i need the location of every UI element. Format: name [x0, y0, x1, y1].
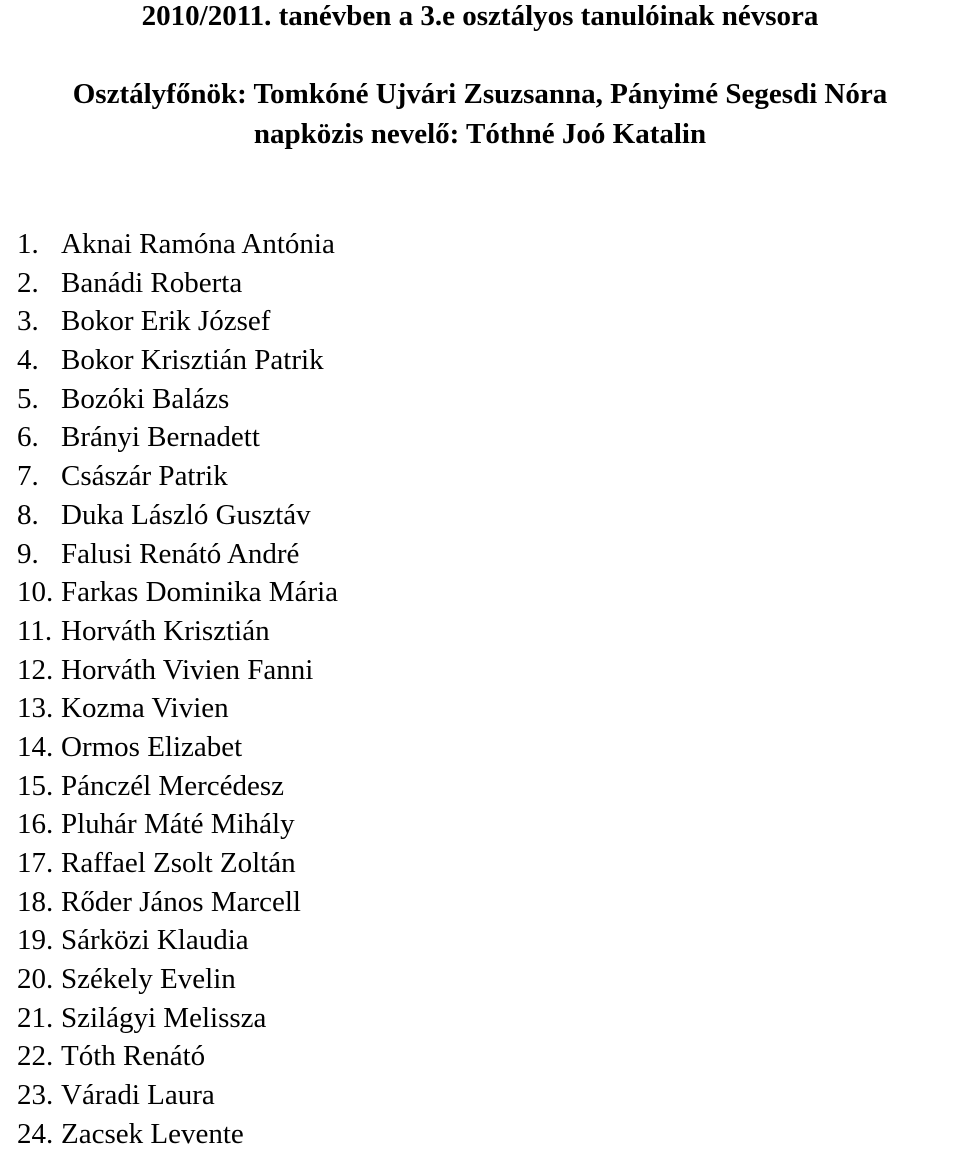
student-name: Sárközi Klaudia [61, 924, 249, 957]
page-title: 2010/2011. tanévben a 3.e osztályos tanulóinak névsora [141, 0, 819, 32]
teacher-info [0, 74, 960, 154]
list-item-number: 18. [17, 885, 54, 918]
student-name: Ormos Elizabet [61, 730, 243, 763]
list-item-number: 21. [17, 1001, 54, 1034]
list-item-number: 15. [17, 769, 54, 802]
student-name: Banádi Roberta [61, 266, 243, 299]
student-name: Aknai Ramóna Antónia [61, 228, 335, 260]
list-item-number: 17. [17, 847, 54, 879]
list-item-number: 7. [17, 460, 39, 493]
list-item-number: 14. [17, 730, 54, 763]
list-item-number: 3. [17, 305, 39, 338]
list-item-number: 1. [17, 228, 39, 260]
day-care-teacher-line: napközis nevelő: Tóthné Joó Katalin [253, 118, 707, 150]
list-item-number: 19. [17, 924, 54, 957]
list-item-number: 6. [17, 421, 39, 454]
student-name: Pánczél Mercédesz [61, 769, 285, 802]
student-name: Rőder János Marcell [61, 885, 301, 918]
list-item-number: 5. [17, 382, 39, 415]
list-item-number: 20. [17, 963, 54, 996]
student-name: Farkas Dominika Mária [61, 576, 339, 609]
list-item-number: 2. [17, 266, 39, 299]
student-name: Bokor Erik József [61, 305, 271, 338]
list-item-number: 11. [17, 614, 53, 647]
student-name: Tóth Renátó [61, 1040, 206, 1073]
student-name: Zacsek Levente [61, 1117, 244, 1150]
student-name: Császár Patrik [61, 460, 228, 493]
list-item-number: 22. [17, 1040, 54, 1073]
list-item-number: 9. [17, 537, 39, 570]
student-name: Horváth Vivien Fanni [61, 653, 314, 686]
student-name: Szilágyi Melissza [61, 1001, 267, 1034]
student-name: Raffael Zsolt Zoltán [61, 847, 296, 879]
list-item-number: 23. [17, 1079, 54, 1112]
student-name: Duka László Gusztáv [61, 498, 311, 531]
student-name: Brányi Bernadett [61, 421, 260, 454]
list-item-number: 13. [17, 692, 54, 725]
list-item-number: 10. [17, 576, 54, 609]
list-item-number: 24. [17, 1117, 54, 1150]
list-item-number: 12. [17, 653, 54, 686]
student-name: Horváth Krisztián [61, 614, 270, 647]
student-name: Bozóki Balázs [61, 382, 230, 415]
student-name: Kozma Vivien [61, 692, 229, 725]
list-item-number: 8. [17, 498, 39, 531]
form-teachers-line: Osztályfőnök: Tomkóné Ujvári Zsuzsanna, Pányimé Segesdi Nóra [72, 78, 888, 110]
student-name: Falusi Renátó André [61, 537, 300, 570]
list-item-number: 16. [17, 808, 54, 841]
student-name: Váradi Laura [61, 1079, 215, 1112]
student-name: Bokor Krisztián Patrik [61, 344, 324, 377]
student-name: Székely Evelin [61, 963, 236, 996]
list-item-number: 4. [17, 344, 39, 377]
student-name: Pluhár Máté Mihály [61, 808, 295, 841]
